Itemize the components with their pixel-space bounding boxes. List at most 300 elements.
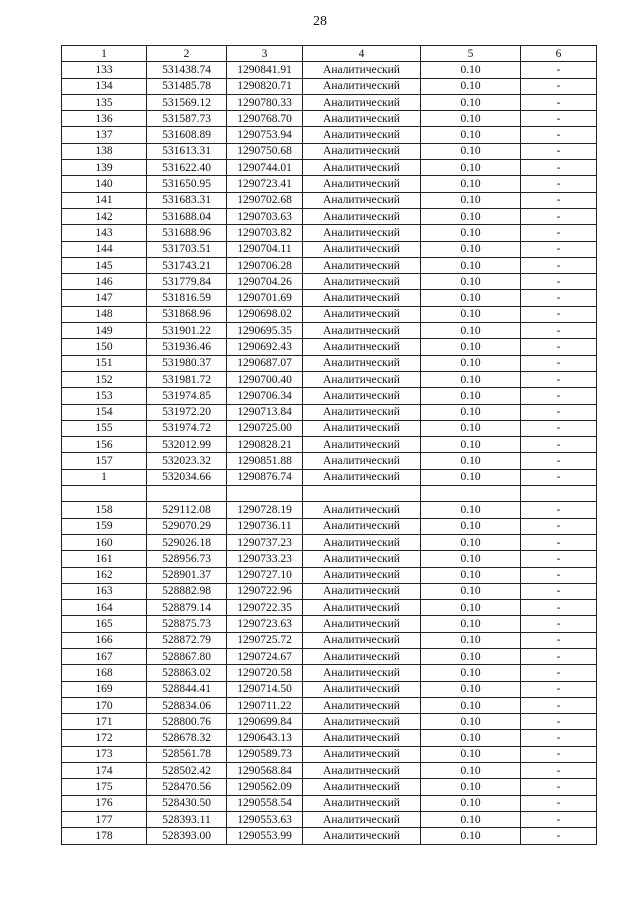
table-row xyxy=(62,143,597,159)
point-number-cell: 138 xyxy=(62,143,147,159)
header-row xyxy=(62,46,597,62)
method-cell: Аналитический xyxy=(303,111,421,127)
table-row xyxy=(62,730,597,746)
note-cell: - xyxy=(521,534,597,550)
x-coordinate-cell: 531688.04 xyxy=(147,208,227,224)
note-cell: - xyxy=(521,323,597,339)
x-coordinate-cell: 531683.31 xyxy=(147,192,227,208)
y-coordinate-cell: 1290737.23 xyxy=(227,534,303,550)
note-cell: - xyxy=(521,306,597,322)
y-coordinate-cell: 1290706.34 xyxy=(227,388,303,404)
x-coordinate-cell: 529026.18 xyxy=(147,534,227,550)
y-coordinate-cell: 1290704.11 xyxy=(227,241,303,257)
note-cell: - xyxy=(521,192,597,208)
header-cell-5: 5 xyxy=(421,46,521,62)
method-cell: Аналитический xyxy=(303,665,421,681)
accuracy-cell: 0.10 xyxy=(421,420,521,436)
method-cell: Аналитический xyxy=(303,225,421,241)
table-row xyxy=(62,192,597,208)
table-row xyxy=(62,583,597,599)
point-number-cell: 137 xyxy=(62,127,147,143)
point-number-cell: 141 xyxy=(62,192,147,208)
method-cell: Аналитический xyxy=(303,616,421,632)
note-cell: - xyxy=(521,632,597,648)
table-row xyxy=(62,648,597,664)
table-row xyxy=(62,486,597,502)
table-row xyxy=(62,681,597,697)
point-number-cell: 168 xyxy=(62,665,147,681)
y-coordinate-cell: 1290841.91 xyxy=(227,62,303,78)
accuracy-cell: 0.10 xyxy=(421,388,521,404)
accuracy-cell: 0.10 xyxy=(421,176,521,192)
y-coordinate-cell: 1290780.33 xyxy=(227,94,303,110)
accuracy-cell: 0.10 xyxy=(421,241,521,257)
accuracy-cell: 0.10 xyxy=(421,371,521,387)
point-number-cell: 135 xyxy=(62,94,147,110)
point-number-cell: 149 xyxy=(62,323,147,339)
accuracy-cell: 0.10 xyxy=(421,192,521,208)
point-number-cell: 170 xyxy=(62,697,147,713)
x-coordinate-cell: 528393.00 xyxy=(147,828,227,844)
y-coordinate-cell: 1290733.23 xyxy=(227,551,303,567)
accuracy-cell: 0.10 xyxy=(421,78,521,94)
table-row xyxy=(62,176,597,192)
note-cell: - xyxy=(521,600,597,616)
accuracy-cell: 0.10 xyxy=(421,143,521,159)
note-cell: - xyxy=(521,241,597,257)
point-number-cell: 155 xyxy=(62,420,147,436)
x-coordinate-cell: 528393.11 xyxy=(147,811,227,827)
accuracy-cell: 0.10 xyxy=(421,665,521,681)
table-row xyxy=(62,241,597,257)
method-cell: Аналитический xyxy=(303,62,421,78)
table-row xyxy=(62,94,597,110)
note-cell: - xyxy=(521,697,597,713)
method-cell: Аналитический xyxy=(303,453,421,469)
table-row xyxy=(62,78,597,94)
accuracy-cell: 0.10 xyxy=(421,339,521,355)
accuracy-cell: 0.10 xyxy=(421,746,521,762)
accuracy-cell: 0.10 xyxy=(421,355,521,371)
accuracy-cell: 0.10 xyxy=(421,681,521,697)
accuracy-cell: 0.10 xyxy=(421,779,521,795)
x-coordinate-cell: 531980.37 xyxy=(147,355,227,371)
accuracy-cell: 0.10 xyxy=(421,616,521,632)
x-coordinate-cell: 531981.72 xyxy=(147,371,227,387)
point-number-cell: 163 xyxy=(62,583,147,599)
note-cell: - xyxy=(521,94,597,110)
method-cell: Аналитический xyxy=(303,681,421,697)
point-number-cell: 169 xyxy=(62,681,147,697)
x-coordinate-cell: 531613.31 xyxy=(147,143,227,159)
method-cell: Аналитический xyxy=(303,518,421,534)
y-coordinate-cell: 1290768.70 xyxy=(227,111,303,127)
table-row xyxy=(62,665,597,681)
table-row xyxy=(62,763,597,779)
point-number-cell: 150 xyxy=(62,339,147,355)
note-cell: - xyxy=(521,730,597,746)
table-row xyxy=(62,323,597,339)
x-coordinate-cell: 528844.41 xyxy=(147,681,227,697)
accuracy-cell: 0.10 xyxy=(421,469,521,485)
x-coordinate-cell: 531569.12 xyxy=(147,94,227,110)
y-coordinate-cell: 1290703.82 xyxy=(227,225,303,241)
method-cell: Аналитический xyxy=(303,811,421,827)
method-cell: Аналитический xyxy=(303,257,421,273)
table-row xyxy=(62,697,597,713)
accuracy-cell: 0.10 xyxy=(421,763,521,779)
method-cell: Аналитический xyxy=(303,404,421,420)
table-row xyxy=(62,225,597,241)
method-cell: Аналитический xyxy=(303,502,421,518)
x-coordinate-cell: 531972.20 xyxy=(147,404,227,420)
x-coordinate-cell: 531936.46 xyxy=(147,339,227,355)
header-cell-3: 3 xyxy=(227,46,303,62)
table-row xyxy=(62,567,597,583)
method-cell: Аналитический xyxy=(303,208,421,224)
note-cell: - xyxy=(521,176,597,192)
accuracy-cell: 0.10 xyxy=(421,518,521,534)
accuracy-cell: 0.10 xyxy=(421,323,521,339)
accuracy-cell: 0.10 xyxy=(421,404,521,420)
point-number-cell: 160 xyxy=(62,534,147,550)
method-cell: Аналитический xyxy=(303,534,421,550)
x-coordinate-cell: 531816.59 xyxy=(147,290,227,306)
y-coordinate-cell: 1290851.88 xyxy=(227,453,303,469)
note-cell: - xyxy=(521,339,597,355)
header-cell-4: 4 xyxy=(303,46,421,62)
x-coordinate-cell: 531438.74 xyxy=(147,62,227,78)
method-cell: Аналитический xyxy=(303,339,421,355)
y-coordinate-cell: 1290876.74 xyxy=(227,469,303,485)
y-coordinate-cell: 1290750.68 xyxy=(227,143,303,159)
note-cell: - xyxy=(521,127,597,143)
y-coordinate-cell: 1290553.63 xyxy=(227,811,303,827)
table-row xyxy=(62,518,597,534)
header-cell-6: 6 xyxy=(521,46,597,62)
table-row xyxy=(62,714,597,730)
x-coordinate-cell: 531974.72 xyxy=(147,420,227,436)
table-row xyxy=(62,534,597,550)
method-cell: Аналитический xyxy=(303,697,421,713)
table-row xyxy=(62,600,597,616)
x-coordinate-cell: 528875.73 xyxy=(147,616,227,632)
y-coordinate-cell: 1290714.50 xyxy=(227,681,303,697)
note-cell: - xyxy=(521,502,597,518)
y-coordinate-cell: 1290558.54 xyxy=(227,795,303,811)
note-cell: - xyxy=(521,811,597,827)
accuracy-cell: 0.10 xyxy=(421,94,521,110)
point-number-cell: 151 xyxy=(62,355,147,371)
table-row xyxy=(62,632,597,648)
point-number-cell: 165 xyxy=(62,616,147,632)
accuracy-cell: 0.10 xyxy=(421,583,521,599)
method-cell: Аналитический xyxy=(303,241,421,257)
table-row xyxy=(62,795,597,811)
accuracy-cell: 0.10 xyxy=(421,453,521,469)
table-row xyxy=(62,469,597,485)
note-cell xyxy=(521,486,597,502)
accuracy-cell xyxy=(421,486,521,502)
x-coordinate-cell: 531622.40 xyxy=(147,160,227,176)
y-coordinate-cell: 1290720.58 xyxy=(227,665,303,681)
x-coordinate-cell: 532034.66 xyxy=(147,469,227,485)
method-cell: Аналитический xyxy=(303,306,421,322)
point-number-cell xyxy=(62,486,147,502)
x-coordinate-cell: 532023.32 xyxy=(147,453,227,469)
accuracy-cell: 0.10 xyxy=(421,437,521,453)
note-cell: - xyxy=(521,62,597,78)
x-coordinate-cell: 531868.96 xyxy=(147,306,227,322)
method-cell: Аналитический xyxy=(303,323,421,339)
accuracy-cell: 0.10 xyxy=(421,290,521,306)
table-row xyxy=(62,502,597,518)
table-row xyxy=(62,551,597,567)
y-coordinate-cell: 1290700.40 xyxy=(227,371,303,387)
method-cell: Аналитический xyxy=(303,583,421,599)
point-number-cell: 173 xyxy=(62,746,147,762)
point-number-cell: 161 xyxy=(62,551,147,567)
point-number-cell: 162 xyxy=(62,567,147,583)
y-coordinate-cell: 1290701.69 xyxy=(227,290,303,306)
accuracy-cell: 0.10 xyxy=(421,600,521,616)
x-coordinate-cell: 531974.85 xyxy=(147,388,227,404)
method-cell: Аналитический xyxy=(303,420,421,436)
note-cell: - xyxy=(521,551,597,567)
point-number-cell: 175 xyxy=(62,779,147,795)
method-cell: Аналитический xyxy=(303,94,421,110)
y-coordinate-cell: 1290723.41 xyxy=(227,176,303,192)
table-row xyxy=(62,290,597,306)
table-row xyxy=(62,616,597,632)
accuracy-cell: 0.10 xyxy=(421,811,521,827)
page-number: 28 xyxy=(313,14,327,29)
note-cell: - xyxy=(521,290,597,306)
point-number-cell: 144 xyxy=(62,241,147,257)
table-row xyxy=(62,811,597,827)
y-coordinate-cell: 1290820.71 xyxy=(227,78,303,94)
note-cell: - xyxy=(521,779,597,795)
x-coordinate-cell: 528956.73 xyxy=(147,551,227,567)
note-cell: - xyxy=(521,225,597,241)
point-number-cell: 133 xyxy=(62,62,147,78)
x-coordinate-cell: 531703.51 xyxy=(147,241,227,257)
note-cell: - xyxy=(521,420,597,436)
method-cell: Аналитический xyxy=(303,730,421,746)
accuracy-cell: 0.10 xyxy=(421,551,521,567)
x-coordinate-cell: 531743.21 xyxy=(147,257,227,273)
x-coordinate-cell: 528678.32 xyxy=(147,730,227,746)
y-coordinate-cell: 1290698.02 xyxy=(227,306,303,322)
y-coordinate-cell: 1290723.63 xyxy=(227,616,303,632)
x-coordinate-cell: 528834.06 xyxy=(147,697,227,713)
y-coordinate-cell: 1290722.35 xyxy=(227,600,303,616)
point-number-cell: 1 xyxy=(62,469,147,485)
accuracy-cell: 0.10 xyxy=(421,208,521,224)
header-cell-2: 2 xyxy=(147,46,227,62)
method-cell: Аналитический xyxy=(303,176,421,192)
point-number-cell: 176 xyxy=(62,795,147,811)
point-number-cell: 167 xyxy=(62,648,147,664)
x-coordinate-cell: 528872.79 xyxy=(147,632,227,648)
y-coordinate-cell: 1290725.72 xyxy=(227,632,303,648)
note-cell: - xyxy=(521,404,597,420)
y-coordinate-cell: 1290687.07 xyxy=(227,355,303,371)
y-coordinate-cell: 1290699.84 xyxy=(227,714,303,730)
accuracy-cell: 0.10 xyxy=(421,274,521,290)
point-number-cell: 142 xyxy=(62,208,147,224)
x-coordinate-cell: 529112.08 xyxy=(147,502,227,518)
accuracy-cell: 0.10 xyxy=(421,567,521,583)
point-number-cell: 136 xyxy=(62,111,147,127)
y-coordinate-cell: 1290722.96 xyxy=(227,583,303,599)
table-row xyxy=(62,779,597,795)
point-number-cell: 148 xyxy=(62,306,147,322)
point-number-cell: 147 xyxy=(62,290,147,306)
table-row xyxy=(62,371,597,387)
point-number-cell: 178 xyxy=(62,828,147,844)
y-coordinate-cell xyxy=(227,486,303,502)
point-number-cell: 153 xyxy=(62,388,147,404)
x-coordinate-cell: 531608.89 xyxy=(147,127,227,143)
method-cell: Аналитический xyxy=(303,388,421,404)
y-coordinate-cell: 1290702.68 xyxy=(227,192,303,208)
accuracy-cell: 0.10 xyxy=(421,225,521,241)
y-coordinate-cell: 1290828.21 xyxy=(227,437,303,453)
point-number-cell: 159 xyxy=(62,518,147,534)
point-number-cell: 134 xyxy=(62,78,147,94)
x-coordinate-cell: 531650.95 xyxy=(147,176,227,192)
x-coordinate-cell: 528470.56 xyxy=(147,779,227,795)
note-cell: - xyxy=(521,437,597,453)
note-cell: - xyxy=(521,567,597,583)
accuracy-cell: 0.10 xyxy=(421,795,521,811)
point-number-cell: 166 xyxy=(62,632,147,648)
table-row xyxy=(62,160,597,176)
method-cell xyxy=(303,486,421,502)
x-coordinate-cell: 528863.02 xyxy=(147,665,227,681)
table-row xyxy=(62,339,597,355)
note-cell: - xyxy=(521,111,597,127)
table-row xyxy=(62,453,597,469)
point-number-cell: 156 xyxy=(62,437,147,453)
table-row xyxy=(62,208,597,224)
accuracy-cell: 0.10 xyxy=(421,127,521,143)
y-coordinate-cell: 1290727.10 xyxy=(227,567,303,583)
note-cell: - xyxy=(521,355,597,371)
method-cell: Аналитический xyxy=(303,746,421,762)
note-cell: - xyxy=(521,763,597,779)
y-coordinate-cell: 1290744.01 xyxy=(227,160,303,176)
accuracy-cell: 0.10 xyxy=(421,502,521,518)
note-cell: - xyxy=(521,616,597,632)
point-number-cell: 164 xyxy=(62,600,147,616)
y-coordinate-cell: 1290713.84 xyxy=(227,404,303,420)
method-cell: Аналитический xyxy=(303,290,421,306)
table-body xyxy=(62,62,597,844)
y-coordinate-cell: 1290553.99 xyxy=(227,828,303,844)
x-coordinate-cell: 528502.42 xyxy=(147,763,227,779)
table-row xyxy=(62,306,597,322)
point-number-cell: 143 xyxy=(62,225,147,241)
method-cell: Аналитический xyxy=(303,274,421,290)
point-number-cell: 171 xyxy=(62,714,147,730)
coordinates-table xyxy=(61,45,597,845)
accuracy-cell: 0.10 xyxy=(421,111,521,127)
point-number-cell: 145 xyxy=(62,257,147,273)
method-cell: Аналитический xyxy=(303,551,421,567)
y-coordinate-cell: 1290589.73 xyxy=(227,746,303,762)
accuracy-cell: 0.10 xyxy=(421,257,521,273)
note-cell: - xyxy=(521,665,597,681)
x-coordinate-cell: 528879.14 xyxy=(147,600,227,616)
point-number-cell: 177 xyxy=(62,811,147,827)
method-cell: Аналитический xyxy=(303,371,421,387)
table-row xyxy=(62,127,597,143)
method-cell: Аналитический xyxy=(303,437,421,453)
table-row xyxy=(62,355,597,371)
table-header xyxy=(62,46,597,62)
method-cell: Аналитический xyxy=(303,779,421,795)
accuracy-cell: 0.10 xyxy=(421,648,521,664)
note-cell: - xyxy=(521,795,597,811)
point-number-cell: 139 xyxy=(62,160,147,176)
header-cell-1: 1 xyxy=(62,46,147,62)
table-row xyxy=(62,437,597,453)
note-cell: - xyxy=(521,371,597,387)
accuracy-cell: 0.10 xyxy=(421,534,521,550)
table-row xyxy=(62,746,597,762)
x-coordinate-cell: 532012.99 xyxy=(147,437,227,453)
method-cell: Аналитический xyxy=(303,567,421,583)
method-cell: Аналитический xyxy=(303,828,421,844)
x-coordinate-cell: 531688.96 xyxy=(147,225,227,241)
note-cell: - xyxy=(521,648,597,664)
note-cell: - xyxy=(521,583,597,599)
table-row xyxy=(62,404,597,420)
x-coordinate-cell: 528882.98 xyxy=(147,583,227,599)
y-coordinate-cell: 1290643.13 xyxy=(227,730,303,746)
note-cell: - xyxy=(521,257,597,273)
accuracy-cell: 0.10 xyxy=(421,62,521,78)
y-coordinate-cell: 1290753.94 xyxy=(227,127,303,143)
note-cell: - xyxy=(521,828,597,844)
method-cell: Аналитический xyxy=(303,355,421,371)
accuracy-cell: 0.10 xyxy=(421,306,521,322)
method-cell: Аналитический xyxy=(303,127,421,143)
y-coordinate-cell: 1290703.63 xyxy=(227,208,303,224)
table-row xyxy=(62,274,597,290)
table-row xyxy=(62,828,597,844)
x-coordinate-cell: 528430.50 xyxy=(147,795,227,811)
y-coordinate-cell: 1290695.35 xyxy=(227,323,303,339)
accuracy-cell: 0.10 xyxy=(421,697,521,713)
note-cell: - xyxy=(521,274,597,290)
point-number-cell: 152 xyxy=(62,371,147,387)
x-coordinate-cell: 528901.37 xyxy=(147,567,227,583)
method-cell: Аналитический xyxy=(303,192,421,208)
point-number-cell: 154 xyxy=(62,404,147,420)
x-coordinate-cell: 528800.76 xyxy=(147,714,227,730)
table-row xyxy=(62,62,597,78)
note-cell: - xyxy=(521,469,597,485)
x-coordinate-cell xyxy=(147,486,227,502)
method-cell: Аналитический xyxy=(303,795,421,811)
note-cell: - xyxy=(521,746,597,762)
note-cell: - xyxy=(521,453,597,469)
y-coordinate-cell: 1290711.22 xyxy=(227,697,303,713)
method-cell: Аналитический xyxy=(303,648,421,664)
